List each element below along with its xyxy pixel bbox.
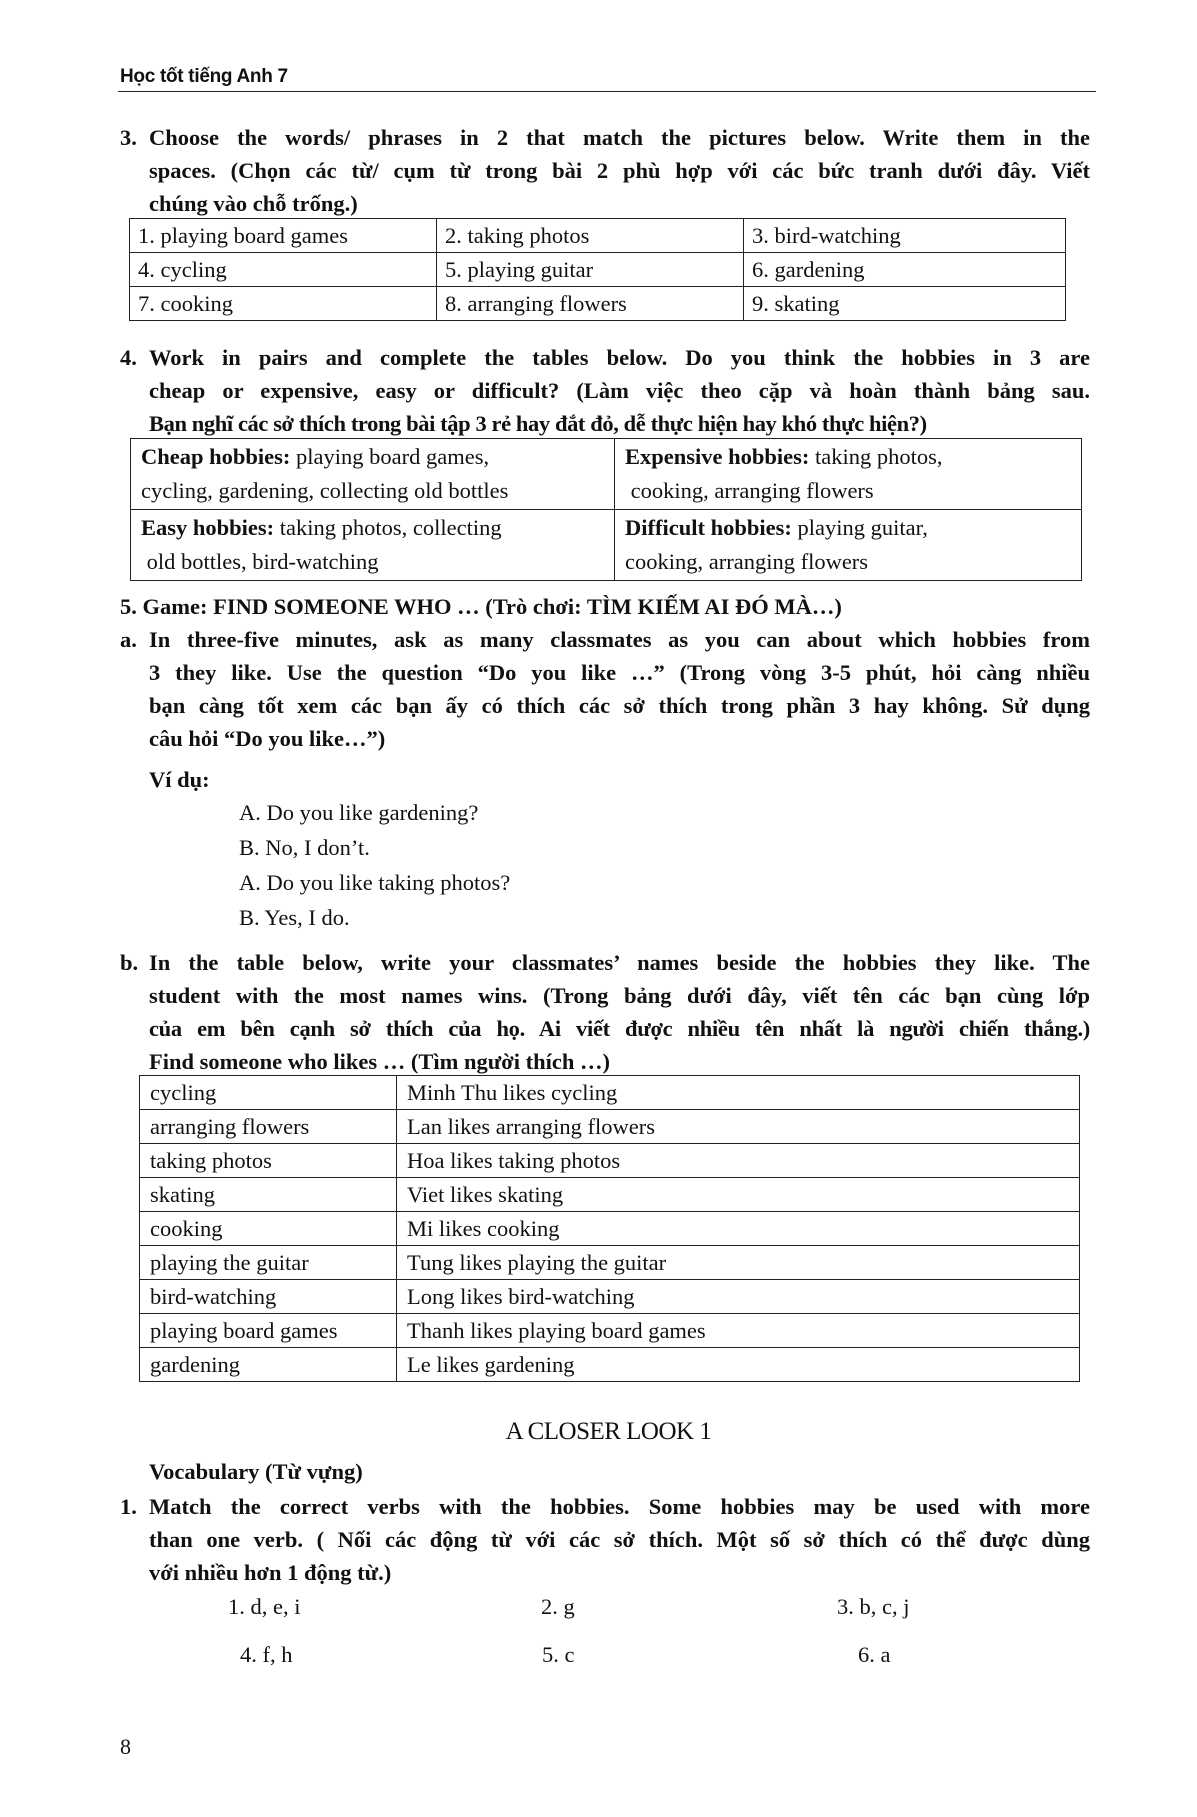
exercise-5-title: 5. Game: FIND SOMEONE WHO … (Trò chơi: TÌM KIẾM AI ĐÓ MÀ…) [120, 594, 842, 619]
table-row [130, 253, 1066, 287]
table-row [131, 510, 1082, 581]
cl1-line-1: Match the correct verbs with the hobbies. Some hobbies may be used with more [149, 1494, 1090, 1519]
ex5b-line-4: Find someone who likes … (Tìm người thích …) [149, 1049, 610, 1074]
hobby-cell: taking photos [140, 1144, 397, 1178]
table-row [140, 1212, 1080, 1246]
cl1-line-2: than one verb. ( Nối các động từ với các sở thích. Một số sở thích có thể được dùng [149, 1527, 1090, 1552]
difficult-hobbies-cell [615, 510, 1082, 581]
table-row [140, 1280, 1080, 1314]
easy-hobbies-label: Easy hobbies: [141, 515, 275, 540]
table-cell: 2. taking photos [437, 219, 744, 253]
hobby-cell: cycling [140, 1076, 397, 1110]
ex5b-line-1: In the table below, write your classmates’ names beside the hobbies they like. The [149, 950, 1090, 975]
ex5a-line-2: 3 they like. Use the question “Do you like …” (Trong vòng 3-5 phút, hỏi càng nhiều [149, 660, 1090, 685]
table-cell: 4. cycling [130, 253, 437, 287]
find-someone-table [139, 1075, 1080, 1382]
exercise-5a-letter: a. [120, 627, 137, 652]
difficult-hobbies-line-1: playing guitar, [791, 515, 928, 540]
table-cell: 6. gardening [744, 253, 1066, 287]
hobby-cell: playing the guitar [140, 1246, 397, 1280]
hobby-cell: gardening [140, 1348, 397, 1382]
page-number: 8 [120, 1734, 131, 1759]
cheap-hobbies-line-2: cycling, gardening, collecting old bottles [141, 478, 509, 503]
answer-6: 6. a [858, 1642, 891, 1667]
closer-look-exercise-1-instruction [120, 1490, 1090, 1589]
exercise-4-instruction [120, 341, 1090, 440]
table-cell: 8. arranging flowers [437, 287, 744, 321]
hobby-cell: cooking [140, 1212, 397, 1246]
easy-hobbies-cell [131, 510, 615, 581]
section-title: A CLOSER LOOK 1 [505, 1418, 712, 1445]
classmate-cell: Thanh likes playing board games [397, 1314, 1080, 1348]
hobby-cell: playing board games [140, 1314, 397, 1348]
exercise-5a-instruction [120, 623, 1090, 755]
table-row [140, 1178, 1080, 1212]
example-line: B. Yes, I do. [239, 905, 350, 930]
table-row [140, 1144, 1080, 1178]
classmate-cell: Minh Thu likes cycling [397, 1076, 1080, 1110]
cheap-hobbies-label: Cheap hobbies: [141, 444, 291, 469]
classmate-cell: Le likes gardening [397, 1348, 1080, 1382]
ex4-line-1: Work in pairs and complete the tables below. Do you think the hobbies in 3 are [149, 345, 1090, 370]
ex4-line-3: Bạn nghĩ các sở thích trong bài tập 3 rẻ hay đắt đỏ, dễ thực hiện hay khó thực hiện?) [149, 411, 927, 436]
header-divider [118, 91, 1096, 92]
example-line: A. Do you like gardening? [239, 800, 479, 825]
cl1-line-3: với nhiều hơn 1 động từ.) [149, 1560, 392, 1585]
ex5a-line-1: In three-five minutes, ask as many classmates as you can about which hobbies from [149, 627, 1090, 652]
table-cell: 5. playing guitar [437, 253, 744, 287]
answer-4: 4. f, h [240, 1642, 293, 1667]
table-cell: 7. cooking [130, 287, 437, 321]
classmate-cell: Mi likes cooking [397, 1212, 1080, 1246]
easy-hobbies-line-1: taking photos, collecting [274, 515, 502, 540]
example-label: Ví dụ: [149, 767, 210, 792]
exercise-5b-letter: b. [120, 950, 139, 975]
exercise-3-table [129, 218, 1066, 321]
table-row [130, 219, 1066, 253]
example-dialogue [239, 795, 510, 935]
ex5a-line-4: câu hỏi “Do you like…”) [149, 726, 386, 751]
classmate-cell: Long likes bird-watching [397, 1280, 1080, 1314]
answer-3: 3. b, c, j [837, 1594, 910, 1619]
table-row [140, 1348, 1080, 1382]
book-title: Học tốt tiếng Anh 7 [120, 66, 288, 87]
exercise-4-hobby-table [130, 438, 1082, 581]
cheap-hobbies-cell [131, 439, 615, 510]
exercise-4-number: 4. [120, 345, 137, 370]
exercise-5b-instruction [120, 946, 1090, 1078]
table-cell: 3. bird-watching [744, 219, 1066, 253]
classmate-cell: Lan likes arranging flowers [397, 1110, 1080, 1144]
table-row [131, 439, 1082, 510]
ex3-line-3: chúng vào chỗ trống.) [149, 191, 358, 216]
cheap-hobbies-line-1: playing board games, [290, 444, 490, 469]
answer-5: 5. c [542, 1642, 575, 1667]
ex5b-line-2: student with the most names wins. (Trong bảng dưới đây, viết tên các bạn cùng lớp [149, 983, 1090, 1008]
hobby-cell: skating [140, 1178, 397, 1212]
exercise-3-instruction [120, 121, 1090, 220]
vocabulary-heading: Vocabulary (Từ vựng) [149, 1459, 363, 1484]
table-row [130, 287, 1066, 321]
difficult-hobbies-line-2: cooking, arranging flowers [625, 549, 869, 574]
expensive-hobbies-label: Expensive hobbies: [625, 444, 810, 469]
table-row [140, 1246, 1080, 1280]
hobby-cell: arranging flowers [140, 1110, 397, 1144]
ex3-line-1: Choose the words/ phrases in 2 that match the pictures below. Write them in the [149, 125, 1090, 150]
example-line: A. Do you like taking photos? [239, 870, 511, 895]
hobby-cell: bird-watching [140, 1280, 397, 1314]
classmate-cell: Tung likes playing the guitar [397, 1246, 1080, 1280]
classmate-cell: Hoa likes taking photos [397, 1144, 1080, 1178]
expensive-hobbies-cell [615, 439, 1082, 510]
ex5b-line-3: của em bên cạnh sở thích của họ. Ai viết được nhiều tên nhất là người chiến thắng.) [149, 1016, 1090, 1041]
difficult-hobbies-label: Difficult hobbies: [625, 515, 792, 540]
exercise-3-number: 3. [120, 125, 137, 150]
table-row [140, 1110, 1080, 1144]
classmate-cell: Viet likes skating [397, 1178, 1080, 1212]
table-cell: 9. skating [744, 287, 1066, 321]
ex5a-line-3: bạn càng tốt xem các bạn ấy có thích các sở thích trong phần 3 hay không. Sử dụng [149, 693, 1090, 718]
table-row [140, 1076, 1080, 1110]
answer-1: 1. d, e, i [228, 1594, 301, 1619]
table-cell: 1. playing board games [130, 219, 437, 253]
easy-hobbies-line-2: old bottles, bird-watching [141, 549, 379, 574]
expensive-hobbies-line-1: taking photos, [809, 444, 943, 469]
answer-2: 2. g [541, 1594, 575, 1619]
table-row [140, 1314, 1080, 1348]
example-line: B. No, I don’t. [239, 835, 370, 860]
expensive-hobbies-line-2: cooking, arranging flowers [625, 478, 874, 503]
ex3-line-2: spaces. (Chọn các từ/ cụm từ trong bài 2 phù hợp với các bức tranh dưới đây. Viết [149, 158, 1090, 183]
closer-look-exercise-1-number: 1. [120, 1494, 137, 1519]
ex4-line-2: cheap or expensive, easy or difficult? (Làm việc theo cặp và hoàn thành bảng sau. [149, 378, 1090, 403]
